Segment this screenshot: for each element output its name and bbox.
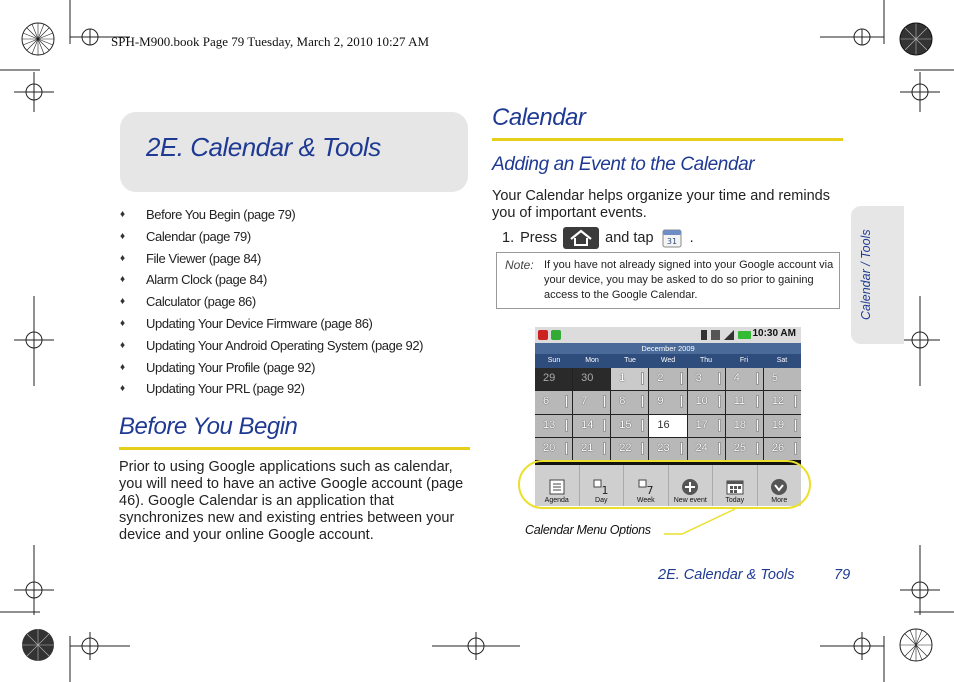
- calendar-day[interactable]: 1: [611, 368, 648, 390]
- menu-agenda[interactable]: Agenda: [535, 465, 580, 506]
- calendar-day[interactable]: 17: [688, 415, 725, 437]
- step-tap-text: and tap: [605, 230, 654, 246]
- calendar-day[interactable]: 25: [726, 438, 763, 460]
- note-text: If you have not already signed into your Google account via your device, you may be asked to do so prior to gaining access to the Google Calendar.: [544, 259, 834, 301]
- svg-text:1: 1: [601, 484, 609, 496]
- step-press-text: Press: [520, 230, 558, 246]
- toc-item[interactable]: ♦ Calendar (page 79): [120, 228, 251, 244]
- calendar-day[interactable]: 3: [688, 368, 725, 390]
- toc-item[interactable]: ♦ File Viewer (page 84): [120, 250, 261, 266]
- svg-text:7: 7: [646, 484, 654, 496]
- adding-event-heading: Adding an Event to the Calendar: [492, 154, 755, 175]
- toc-item[interactable]: ♦ Alarm Clock (page 84): [120, 272, 267, 288]
- bullet-icon: ♦: [120, 296, 125, 308]
- bullet-icon: ♦: [120, 252, 125, 264]
- step-number: 1.: [502, 230, 515, 246]
- calendar-day[interactable]: 2: [649, 368, 686, 390]
- toc-item[interactable]: ♦ Before You Begin (page 79): [120, 207, 296, 222]
- toc-item[interactable]: ♦ Calculator (page 86): [120, 294, 256, 310]
- calendar-day[interactable]: 30: [573, 368, 610, 390]
- side-tab-label: Calendar / Tools: [859, 229, 873, 320]
- svg-text:31: 31: [666, 237, 677, 246]
- bullet-icon: ♦: [120, 274, 125, 286]
- menu-today[interactable]: Today: [713, 465, 758, 506]
- calendar-day[interactable]: 15: [611, 415, 648, 437]
- calendar-day[interactable]: 19: [764, 415, 801, 437]
- menu-week[interactable]: 7 Week: [624, 465, 669, 506]
- calendar-day-today[interactable]: 16: [649, 415, 686, 437]
- bullet-icon: ♦: [120, 361, 125, 373]
- side-tab: [851, 206, 904, 344]
- calendar-day[interactable]: 18: [726, 415, 763, 437]
- day-of-week-header: Sun Mon Tue Wed Thu Fri Sat: [535, 354, 801, 368]
- calendar-intro: Your Calendar helps organize your time and reminds you of important events.: [492, 188, 830, 221]
- calendar-day[interactable]: 24: [688, 438, 725, 460]
- menu-new-event[interactable]: New event: [669, 465, 714, 506]
- calendar-day[interactable]: 5: [764, 368, 801, 390]
- footer-chapter: 2E. Calendar & Tools: [658, 567, 795, 583]
- callout-label: Calendar Menu Options: [525, 523, 651, 537]
- calendar-day[interactable]: 10: [688, 391, 725, 413]
- calendar-day[interactable]: 8: [611, 391, 648, 413]
- calendar-day[interactable]: 9: [649, 391, 686, 413]
- bullet-icon: ♦: [120, 383, 125, 395]
- calendar-day[interactable]: 29: [535, 368, 572, 390]
- calendar-day[interactable]: 12: [764, 391, 801, 413]
- toc-item[interactable]: ♦ Updating Your Device Firmware (page 86): [120, 315, 373, 331]
- calendar-day[interactable]: 26: [764, 438, 801, 460]
- book-header: SPH-M900.book Page 79 Tuesday, March 2, 2010 10:27 AM: [111, 34, 430, 49]
- calendar-day[interactable]: 14: [573, 415, 610, 437]
- bullet-icon: ♦: [120, 339, 125, 351]
- page-number: 79: [834, 567, 851, 583]
- calendar-day[interactable]: 22: [611, 438, 648, 460]
- toc-item[interactable]: ♦ Updating Your Android Operating System (page 92): [120, 337, 424, 353]
- chapter-title: 2E. Calendar & Tools: [146, 132, 381, 162]
- calendar-day[interactable]: 4: [726, 368, 763, 390]
- calendar-day[interactable]: 20: [535, 438, 572, 460]
- calendar-day[interactable]: 23: [649, 438, 686, 460]
- toc-item[interactable]: ♦ Updating Your PRL (page 92): [120, 381, 305, 397]
- toc-item[interactable]: ♦ Updating Your Profile (page 92): [120, 359, 316, 375]
- calendar-day[interactable]: 13: [535, 415, 572, 437]
- calendar-day[interactable]: 7: [573, 391, 610, 413]
- calendar-day[interactable]: 21: [573, 438, 610, 460]
- status-time: 10:30 AM: [752, 328, 796, 339]
- calendar-day[interactable]: 6: [535, 391, 572, 413]
- bullet-icon: ♦: [120, 230, 125, 242]
- calendar-heading: Calendar: [492, 104, 586, 131]
- bullet-icon: ♦: [120, 209, 125, 220]
- before-you-begin-heading: Before You Begin: [119, 413, 298, 440]
- calendar-day[interactable]: 11: [726, 391, 763, 413]
- step-end: .: [689, 230, 694, 246]
- before-you-begin-body: Prior to using Google applications such as calendar, you will need to have an active Google account (page 46). Google Calendar is an application that synchronizes new and existing entries between your device and your online Google account.: [119, 459, 464, 543]
- note-label: Note:: [505, 258, 534, 272]
- menu-day[interactable]: 1 Day: [580, 465, 625, 506]
- menu-more[interactable]: More: [758, 465, 802, 506]
- month-title: December 2009: [535, 343, 801, 354]
- bullet-icon: ♦: [120, 317, 125, 329]
